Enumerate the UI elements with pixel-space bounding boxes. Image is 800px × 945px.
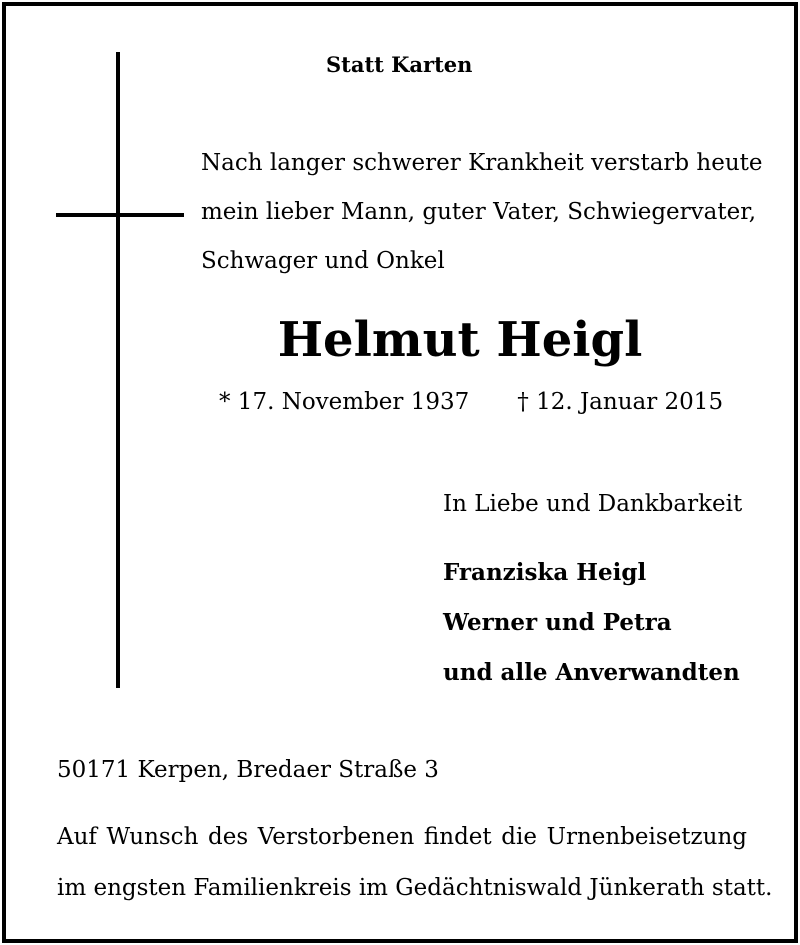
- intro-line: mein lieber Mann, guter Vater, Schwiegervater,: [201, 199, 756, 225]
- deceased-name: Helmut Heigl: [277, 312, 643, 368]
- burial-note: [57, 812, 773, 914]
- life-dates: [219, 389, 723, 415]
- mourner-name: Franziska Heigl: [443, 559, 647, 586]
- mourner-name: Werner und Petra: [443, 609, 672, 636]
- intro-line: Nach langer schwerer Krankheit verstarb heute: [201, 150, 763, 176]
- cross-vertical-bar: [116, 52, 120, 688]
- burial-note-line: Auf Wunsch des Verstorbenen findet die Urnenbeisetzung: [57, 824, 747, 850]
- mourners-intro: In Liebe und Dankbarkeit: [443, 491, 743, 517]
- cross-horizontal-bar: [56, 213, 184, 217]
- burial-note-line: im engsten Familienkreis im Gedächtniswald Jünkerath statt.: [57, 875, 773, 901]
- birth-date: * 17. November 1937: [219, 389, 470, 415]
- address: 50171 Kerpen, Bredaer Straße 3: [57, 757, 439, 783]
- intro-line: Schwager und Onkel: [201, 248, 445, 274]
- mourner-name: und alle Anverwandten: [443, 659, 740, 686]
- death-date: † 12. Januar 2015: [517, 389, 724, 415]
- intro-text: [201, 139, 763, 286]
- mourners-list: [443, 548, 740, 698]
- header-statt-karten: Statt Karten: [326, 52, 473, 77]
